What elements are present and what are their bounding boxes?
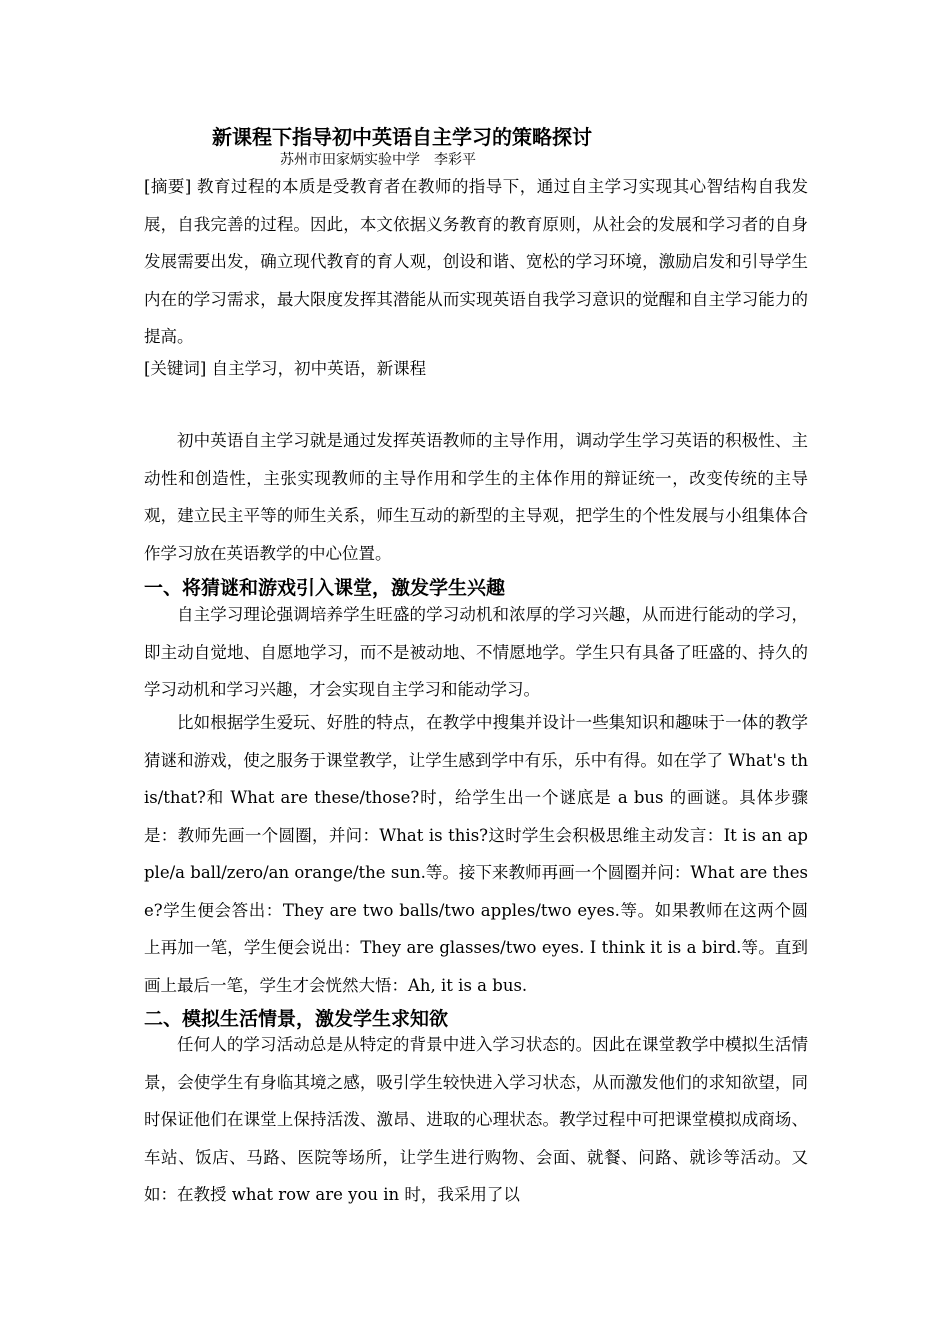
abstract-paragraph: [摘要] 教育过程的本质是受教育者在教师的指导下，通过自主学习实现其心智结构自我发展，自我完善的过程。因此，本文依据义务教育的教育原则，从社会的发展和学习者的自身发展需要出发，确立现代教育的育人观，创设和谐、宽松的学习环境，激励启发和引导学生内在的学习需求，最大限度发挥其潜能从而实现英语自我学习意识的觉醒和自主学习能力的提高。 [144, 177, 808, 346]
section-1-paragraph-1: 自主学习理论强调培养学生旺盛的学习动机和浓厚的学习兴趣，从而进行能动的学习，即主动自觉地、自愿地学习，而不是被动地、不情愿地学。学生只有具备了旺盛的、持久的学习动机和学习兴趣，才会实现自主学习和能动学习。 [144, 605, 808, 699]
section-2-heading: 二、模拟生活情景，激发学生求知欲 [144, 1008, 449, 1030]
intro-paragraph: 初中英语自主学习就是通过发挥英语教师的主导作用，调动学生学习英语的积极性、主动性和创造性，主张实现教师的主导作用和学生的主体作用的辩证统一，改变传统的主导观，建立民主平等的师生关系，师生互动的新型的主导观，把学生的个性发展与小组集体合作学习放在英语教学的中心位置。 [144, 431, 808, 563]
keywords-line: [关键词] 自主学习，初中英语，新课程 [144, 359, 427, 378]
document-title: 新课程下指导初中英语自主学习的策略探讨 [212, 125, 592, 149]
author-line: 苏州市田家炳实验中学 李彩平 [280, 152, 476, 168]
section-2-paragraph-1: 任何人的学习活动总是从特定的背景中进入学习状态的。因此在课堂教学中模拟生活情景，会使学生有身临其境之感，吸引学生较快进入学习状态，从而激发他们的求知欲望，同时保证他们在课堂上保持活泼、激昂、进取的心理状态。教学过程中可把课堂模拟成商场、车站、饭店、马路、医院等场所，让学生进行购物、会面、就餐、问路、就诊等活动。又如：在教授 what row are you in 时，我采用了以 [144, 1035, 808, 1204]
section-1-heading: 一、将猜谜和游戏引入课堂，激发学生兴趣 [144, 577, 506, 599]
section-1-paragraph-2: 比如根据学生爱玩、好胜的特点，在教学中搜集并设计一些集知识和趣味于一体的教学猜谜和游戏，使之服务于课堂教学，让学生感到学中有乐，乐中有得。如在学了 What's this/that?和 What are these/those?时，给学生出一个谜底是 a bus 的画谜。具体步骤是：教师先画一个圆圈，并问：What is this?这时学生会积极思维主动发言：It is an apple/a ball/zero/an orange/the sun.等。接下来教师再画一个圆圈并问：What are these?学生便会答出：They are two balls/two apples/two eyes.等。如果教师在这两个圆上再加一笔，学生便会说出：They are glasses/two eyes. I think it is a bird.等。直到画上最后一笔，学生才会恍然大悟：Ah, it is a bus. [144, 713, 808, 995]
